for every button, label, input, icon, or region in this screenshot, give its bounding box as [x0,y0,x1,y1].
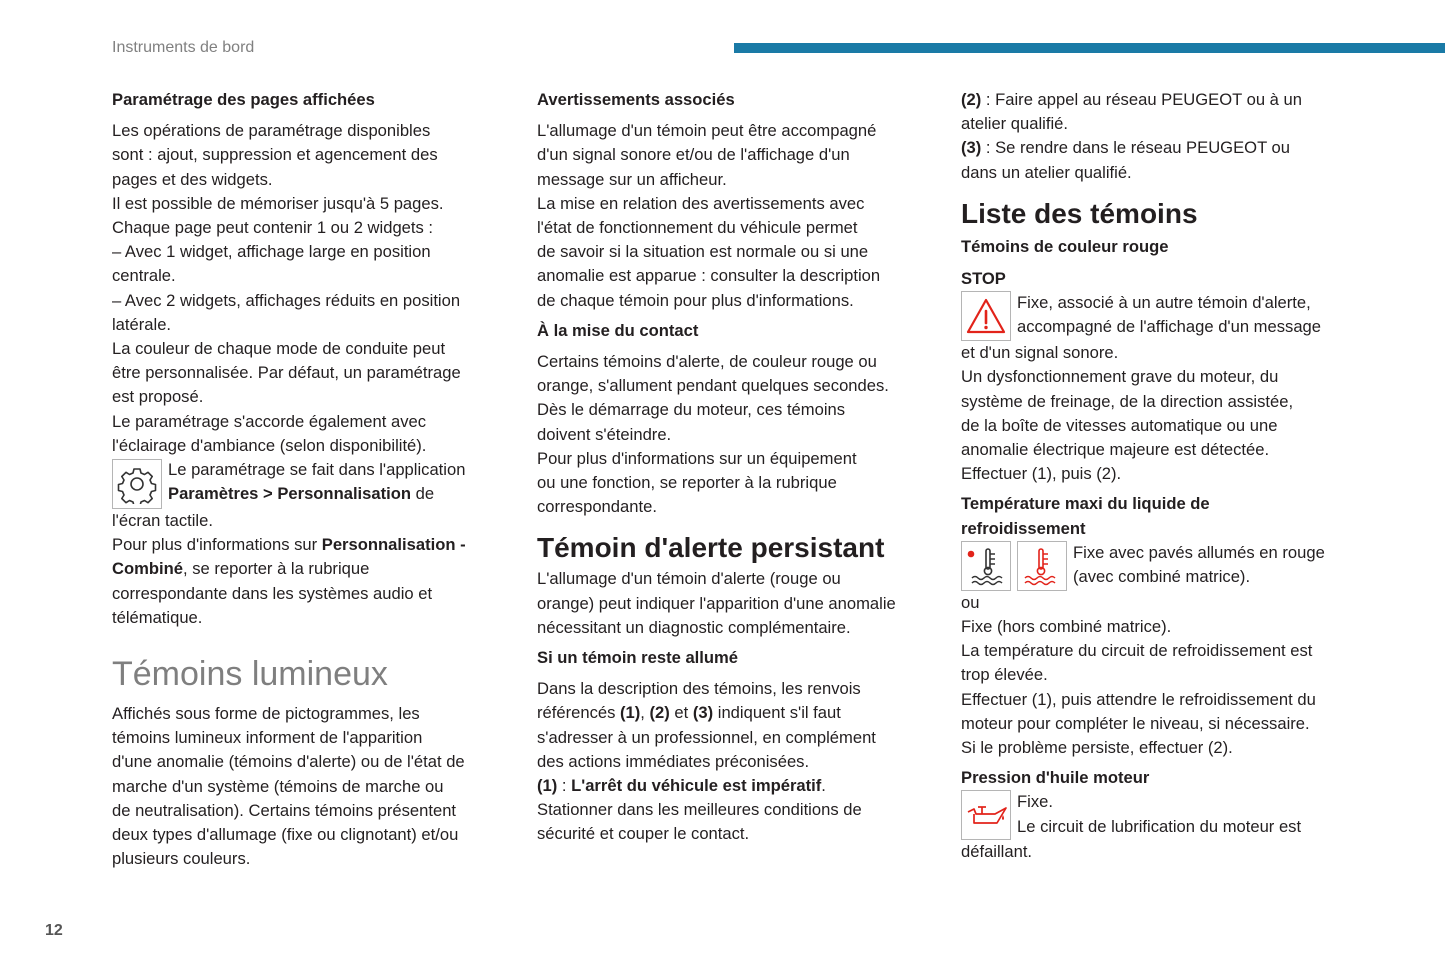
reference-1: (1) [537,776,558,796]
text-line: nécessitant un diagnostic complémentaire. [537,617,851,637]
reference-3: (3) [692,703,714,723]
page-number: 12 [45,922,63,939]
text-fragment: : Faire appel au réseau PEUGEOT ou à un [981,90,1302,109]
avertissements-paragraph [537,119,937,313]
text-line: Le paramétrage s'accorde également avec [112,411,427,431]
text-line: Dans la description des témoins, les renvois [537,679,861,699]
heading-temoins-lumineux: Témoins lumineux [112,655,388,694]
stop-paragraph [961,341,1381,486]
text-line: orange) peut indiquer l'apparition d'une anomalie [537,593,896,613]
warning-triangle-icon [961,291,1011,341]
text-line: Pour plus d'informations sur un équipement [537,448,857,468]
text-line: Fixe (hors combiné matrice). [961,617,1172,637]
text-line: des actions immédiates préconisées. [537,751,810,771]
heading-pages: Paramétrage des pages affichées [112,90,375,109]
text-line: l'écran tactile. [112,511,213,531]
reference-2: (2) [961,90,982,109]
text-line: anomalie électrique majeure est détectée. [961,440,1270,460]
reference-1: (1) [620,703,641,723]
bold-fragment: Personnalisation - [321,535,466,555]
heading-pression-huile: Pression d'huile moteur [961,768,1150,788]
text-line: accompagné de l'affichage d'un message [1017,317,1322,337]
pages-paragraph [112,119,512,458]
text-line: témoins lumineux informent de l'apparition [112,728,423,748]
text-line: moteur pour compléter le niveau, si nécessaire. [961,713,1310,733]
text-line: atelier qualifié. [961,114,1069,134]
text-line: sont : ajout, suppression et agencement des [112,145,438,165]
coolant-temperature-matrix-icon [961,541,1011,591]
stop-warning [961,291,1381,341]
text-line [537,774,937,798]
text-line: L'allumage d'un témoin d'alerte (rouge ou [537,569,841,589]
bold-fragment: Combiné [112,559,183,579]
text-fragment: : [557,776,572,796]
heading-stop: STOP [961,269,1006,289]
settings-path: Paramètres > Personnalisation [168,484,412,504]
text-line: Le paramétrage se fait dans l'application [168,460,466,480]
column-1 [112,88,512,871]
text-line: Effectuer (1), puis (2). [961,464,1122,484]
text-line: pages et des widgets. [112,169,273,189]
text-line: doivent s'éteindre. [537,424,672,444]
text-line: Affichés sous forme de pictogrammes, les [112,704,420,724]
text-line: deux types d'allumage (fixe ou clignotant) et/ou [112,825,459,845]
temperature-paragraph [961,591,1381,760]
text-line: système de freinage, de la direction assistée, [961,391,1294,411]
running-header: Instruments de bord [112,39,255,56]
text-line: ou une fonction, se reporter à la rubrique [537,473,837,493]
text-line: Il est possible de mémoriser jusqu'à 5 pages. [112,193,444,213]
text-fragment: , se reporter à la rubrique [183,559,370,579]
heading-line: refroidissement [961,518,1086,538]
text-line: sécurité et couper le contact. [537,824,750,844]
text-line [537,701,937,725]
gear-icon [112,459,162,509]
text-line: de la boîte de vitesses automatique ou une [961,415,1278,435]
text-line: défaillant. [961,842,1033,862]
text-line: correspondante dans les systèmes audio et [112,583,433,603]
text-line [961,136,1381,160]
text-line: d'un signal sonore et/ou de l'affichage d'un [537,145,850,165]
text-line: est proposé. [112,387,204,407]
persistant-paragraph [537,567,937,640]
text-line: dans un atelier qualifié. [961,162,1132,182]
text-line: Les opérations de paramétrage disponibles [112,121,431,141]
text-line: Chaque page peut contenir 1 ou 2 widgets : [112,218,434,238]
text-line: plusieurs couleurs. [112,849,251,869]
text-fragment: : Se rendre dans le réseau PEUGEOT ou [981,138,1290,158]
oil-pressure-icon [961,790,1011,840]
heading-temperature [961,492,1381,540]
settings-instruction [112,458,512,509]
text-line: l'éclairage d'ambiance (selon disponibilité). [112,435,427,455]
text-line: Certains témoins d'alerte, de couleur rouge ou [537,352,877,372]
text-line: de savoir si la situation est normale ou si une [537,242,869,262]
text-line: être personnalisée. Par défaut, un paramétrage [112,363,461,383]
heading-temoin-reste-allume: Si un témoin reste allumé [537,648,739,668]
text-line: La couleur de chaque mode de conduite peut [112,339,446,359]
text-line: Si le problème persiste, effectuer (2). [961,738,1233,758]
text-line: centrale. [112,266,176,286]
header-accent-bar [734,43,1445,53]
text-line: L'allumage d'un témoin peut être accompagné [537,121,877,141]
text-line: La température du circuit de refroidissement est [961,641,1313,661]
text-line: orange, s'allument pendant quelques secondes. [537,376,889,396]
text-line: et d'un signal sonore. [961,343,1119,363]
temoins-paragraph [112,702,512,871]
heading-avertissements: Avertissements associés [537,90,735,109]
text-line: marche d'un système (témoins de marche ou [112,776,444,796]
text-line: – Avec 2 widgets, affichages réduits en position [112,290,461,310]
text-line: (avec combiné matrice). [1073,567,1251,587]
reference-3: (3) [961,138,982,158]
contact-paragraph [537,350,937,519]
text-fragment: . [821,776,826,796]
text-fragment: de [411,484,435,504]
oil-pressure-warning [961,790,1381,840]
text-line [168,482,512,506]
coolant-temperature-icon [1017,541,1067,591]
text-line: Un dysfonctionnement grave du moteur, du [961,367,1279,387]
reference-2: (2) [649,703,670,723]
heading-line: Température maxi du liquide de [961,494,1210,514]
reste-paragraph [537,677,937,846]
text-line: latérale. [112,314,172,334]
bold-fragment: L'arrêt du véhicule est impératif [571,776,822,796]
heading-liste-des-temoins: Liste des témoins [961,197,1198,229]
heading-temoins-rouge: Témoins de couleur rouge [961,236,1169,256]
text-fragment: , [640,703,650,723]
text-line: télématique. [112,607,203,627]
text-line [112,557,512,581]
text-line: Le circuit de lubrification du moteur est [1017,816,1302,836]
text-line: Stationner dans les meilleures conditions de [537,800,862,820]
column-3 [961,88,1381,865]
text-line: Fixe, associé à un autre témoin d'alerte, [1017,293,1311,313]
heading-temoin-persistant: Témoin d'alerte persistant [537,532,885,564]
text-line: d'une anomalie (témoins d'alerte) ou de l'état de [112,752,465,772]
text-fragment: Pour plus d'informations sur [112,535,322,555]
text-line [112,533,512,557]
text-line: Fixe. [1017,792,1053,812]
text-line: Fixe avec pavés allumés en rouge [1073,542,1325,562]
text-line: de chaque témoin pour plus d'informations. [537,290,854,310]
text-line: de neutralisation). Certains témoins présentent [112,800,457,820]
text-line: anomalie est apparue : consulter la description [537,266,881,286]
text-fragment: et [669,703,693,723]
text-fragment: indiquent s'il faut [713,703,841,723]
text-line [961,88,1381,112]
text-line: s'adresser à un professionnel, en complément [537,727,876,747]
text-line: La mise en relation des avertissements avec [537,193,865,213]
text-line: Effectuer (1), puis attendre le refroidissement du [961,689,1316,709]
text-line: l'état de fonctionnement du véhicule permet [537,218,858,238]
temperature-warning [961,541,1381,591]
text-line: trop élevée. [961,665,1048,685]
heading-mise-du-contact: À la mise du contact [537,320,699,340]
text-line: message sur un afficheur. [537,169,727,189]
text-line: – Avec 1 widget, affichage large en position [112,242,431,262]
text-line: Dès le démarrage du moteur, ces témoins [537,400,846,420]
text-fragment: référencés [537,703,621,723]
text-line: correspondante. [537,497,657,517]
column-2 [537,88,937,847]
text-line: ou [961,592,980,612]
